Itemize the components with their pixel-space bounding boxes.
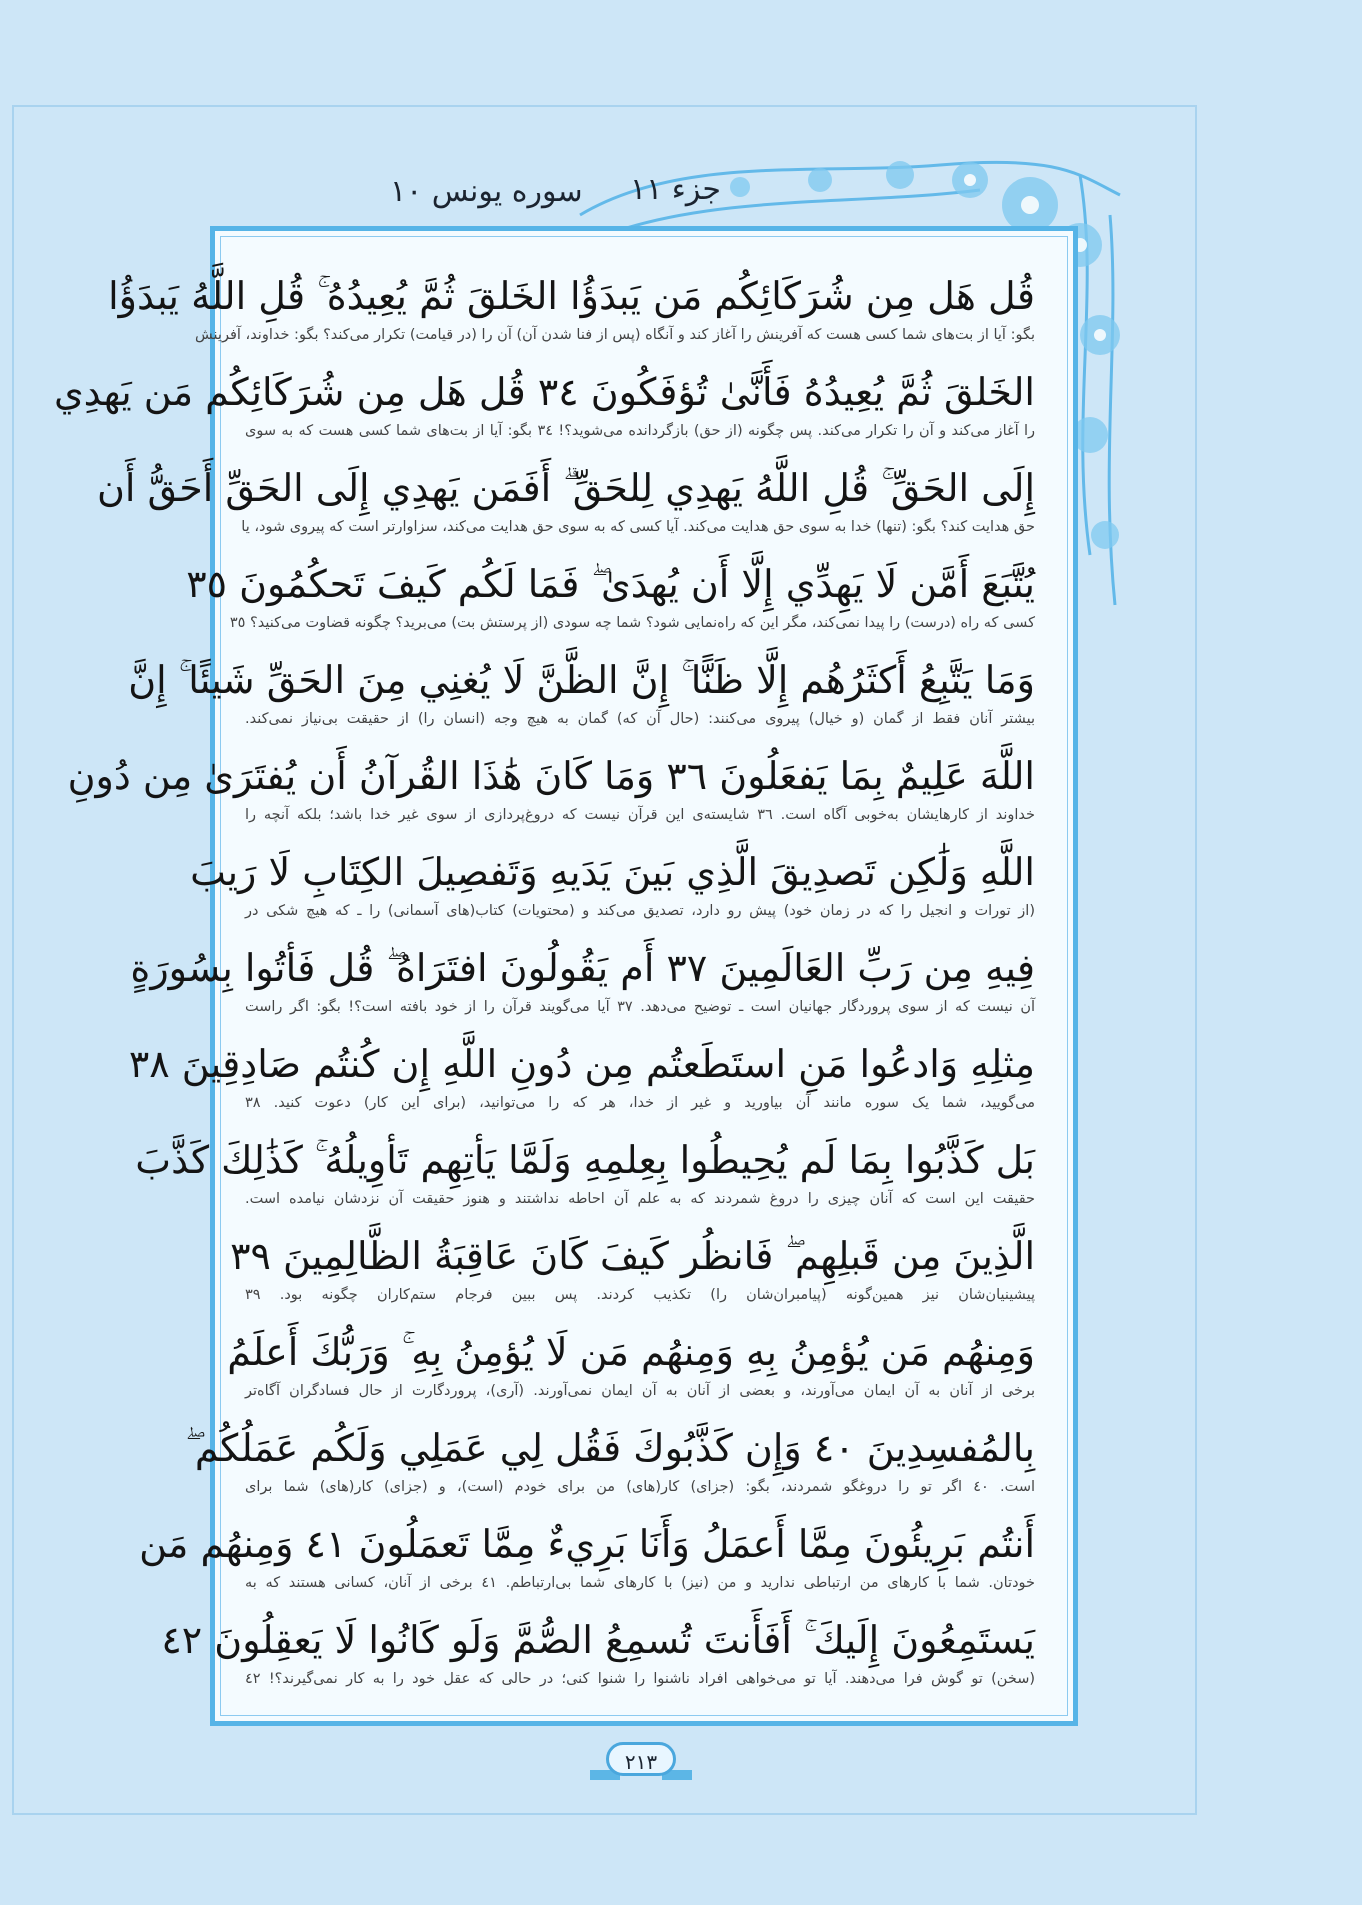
verse-line: [185, 1420, 1036, 1498]
arabic-line: وَمَا يَتَّبِعُ أَكثَرُهُم إِلَّا ظَنًّا ۚ إِنَّ الظَّنَّ لَا يُغنِي مِنَ الحَقِّ شَيئًا ۚ إِنَّ: [128, 658, 1035, 702]
translation-line: است. ٤٠ اگر تو را دروغگو شمردند، بگو: (جزای) کار(های) من برای خودم (است)، و (جزای) کار(های) شما برای: [245, 1479, 1036, 1495]
translation-line: خودتان. شما با کارهای من ارتباطی ندارید و من (نیز) با کارهای شما بی‌ارتباطم. ٤١ برخی از آنان، کسانی هستند که به: [245, 1575, 1035, 1591]
translation-line: پیشینیان‌شان نیز همین‌گونه (پیامبران‌شان را) تکذیب کردند. پس ببین فرجام ستم‌کاران چگونه بود. ٣٩: [245, 1287, 1035, 1303]
arabic-line: اللَّهِ وَلَٰكِن تَصدِيقَ الَّذِي بَينَ يَدَيهِ وَتَفصِيلَ الكِتَابِ لَا رَيبَ: [190, 850, 1035, 894]
arabic-line: بِالمُفسِدِينَ ٤٠ وَإِن كَذَّبُوكَ فَقُل لِي عَمَلِي وَلَكُم عَمَلُكُم ۖ: [185, 1426, 1035, 1470]
verse-line: [130, 940, 1035, 1018]
arabic-line: قُل هَل مِن شُرَكَائِكُم مَن يَبدَؤُا الخَلقَ ثُمَّ يُعِيدُهُ ۚ قُلِ اللَّهُ يَبدَؤُا: [108, 274, 1035, 318]
arabic-line: فِيهِ مِن رَبِّ العَالَمِينَ ٣٧ أَم يَقُولُونَ افتَرَاهُ ۖ قُل فَأتُوا بِسُورَةٍ: [130, 946, 1035, 990]
arabic-line: إِلَى الحَقِّ ۚ قُلِ اللَّهُ يَهدِي لِلحَقِّ ۗ أَفَمَن يَهدِي إِلَى الحَقِّ أَحَقُّ أَن: [97, 466, 1035, 510]
page-number: ٢١٣: [606, 1742, 676, 1776]
verse-line: [97, 460, 1035, 538]
translation-line: آن نیست که از سوی پروردگار جهانیان است ـ توضیح می‌دهد. ٣٧ آیا می‌گویند قرآن را از خود بافته است؟! بگو: اگر راست: [245, 999, 1035, 1015]
juz-label: جزء ١١: [630, 172, 721, 207]
translation-line: حقیقت این است که آنان چیزی را دروغ شمردند که به علم آن احاطه نداشتند و هنوز حقیقت آن نزدشان نیامده است.: [245, 1191, 1035, 1207]
translation-line: را آغاز می‌کند و آن را تکرار می‌کند. پس چگونه (از حق) بازگردانده می‌شوید؟! ٣٤ بگو: آیا از بت‌های شما کسی هست که به سوی: [245, 423, 1035, 439]
arabic-line: أَنتُم بَرِيئُونَ مِمَّا أَعمَلُ وَأَنَا بَرِيءٌ مِمَّا تَعمَلُونَ ٤١ وَمِنهُم مَن: [139, 1522, 1035, 1566]
arabic-line: مِثلِهِ وَادعُوا مَنِ استَطَعتُم مِن دُونِ اللَّهِ إِن كُنتُم صَادِقِينَ ٣٨: [128, 1042, 1035, 1086]
translation-line: می‌گویید، شما یک سوره مانند آن بیاورید و غیر از خدا، هر که را می‌توانید، (برای این کار) دعوت کنید. ٣٨: [245, 1095, 1035, 1111]
verse-line: [230, 1228, 1035, 1306]
page-header: [360, 168, 760, 220]
verse-line: [108, 268, 1035, 346]
translation-line: برخی از آنان به آن ایمان می‌آورند، و بعضی از آنان به آن ایمان نمی‌آورند. (آری)، پروردگارت از حال فسادگران آگاه‌تر: [245, 1383, 1035, 1399]
verse-line: [67, 748, 1035, 826]
translation-line: (سخن) تو گوش فرا می‌دهند. آیا تو می‌خواهی افراد ناشنوا را شنوا کنی؛ در حالی که عقل خود را به کار نمی‌گیرند؟! ٤٢: [245, 1671, 1035, 1687]
translation-line: (از تورات و انجیل را که در زمان خود) پیش رو دارد، تصدیق می‌کند و (محتویات) کتاب(های آسمانی) را ـ که هیچ شکی در: [245, 903, 1035, 919]
translation-line: کسی که راه (درست) را پیدا نمی‌کند، مگر این که راه‌نمایی شود؟ شما چه سودی (از پرستش بت) می‌برید؟ چگونه قضاوت می‌کنید؟ ٣٥: [229, 615, 1035, 631]
verse-line: [186, 556, 1035, 634]
verse-line: [139, 1516, 1035, 1594]
verse-line: [128, 1036, 1035, 1114]
translation-line: خداوند از کارهایشان به‌خوبی آگاه است. ٣٦ شایسته‌ی این قرآن نیست که دروغ‌پردازی از سوی غیر خدا باشد؛ بلکه آنچه را: [245, 807, 1035, 823]
verse-line: [53, 364, 1035, 442]
verse-line: [135, 1132, 1035, 1210]
translation-line: بیشتر آنان فقط از گمان (و خیال) پیروی می‌کنند: (حال آن که) گمان به هیچ وجه (انسان را) از حقیقت بی‌نیاز نمی‌کند.: [245, 711, 1035, 727]
verse-line: [161, 1612, 1035, 1690]
arabic-line: بَل كَذَّبُوا بِمَا لَم يُحِيطُوا بِعِلمِهِ وَلَمَّا يَأتِهِم تَأوِيلُهُ ۚ كَذَٰلِكَ كَذَّبَ: [135, 1138, 1035, 1182]
arabic-line: يَستَمِعُونَ إِلَيكَ ۚ أَفَأَنتَ تُسمِعُ الصُّمَّ وَلَو كَانُوا لَا يَعقِلُونَ ٤٢: [161, 1618, 1035, 1662]
surah-title: سوره یونس ١٠: [390, 174, 583, 209]
verse-line: [227, 1324, 1035, 1402]
translation-line: بگو: آیا از بت‌های شما کسی هست که آفرینش را آغاز کند و آنگاه (پس از فنا شدن آن) آن را (در قیامت) تکرار می‌کند؟ بگو: خداوند، آفرینش: [195, 327, 1035, 343]
arabic-line: يُتَّبَعَ أَمَّن لَا يَهِدِّي إِلَّا أَن يُهدَىٰ ۖ فَمَا لَكُم كَيفَ تَحكُمُونَ ٣٥: [186, 562, 1035, 606]
arabic-line: اللَّهَ عَلِيمٌ بِمَا يَفعَلُونَ ٣٦ وَمَا كَانَ هَٰذَا القُرآنُ أَن يُفتَرَىٰ مِن دُونِ: [67, 754, 1035, 798]
verse-line: [190, 844, 1035, 922]
verse-line: [128, 652, 1035, 730]
arabic-line: وَمِنهُم مَن يُؤمِنُ بِهِ وَمِنهُم مَن لَا يُؤمِنُ بِهِ ۚ وَرَبُّكَ أَعلَمُ: [227, 1330, 1035, 1374]
arabic-line: الَّذِينَ مِن قَبلِهِم ۖ فَانظُر كَيفَ كَانَ عَاقِبَةُ الظَّالِمِينَ ٣٩: [230, 1234, 1035, 1278]
arabic-line: الخَلقَ ثُمَّ يُعِيدُهُ فَأَنَّىٰ تُؤفَكُونَ ٣٤ قُل هَل مِن شُرَكَائِكُم مَن يَهدِي: [53, 370, 1035, 414]
translation-line: حق هدایت کند؟ بگو: (تنها) خدا به سوی حق هدایت می‌کند. آیا کسی که به سوی حق هدایت می‌کند، سزاوارتر است که پیروی شود، یا: [241, 519, 1035, 535]
